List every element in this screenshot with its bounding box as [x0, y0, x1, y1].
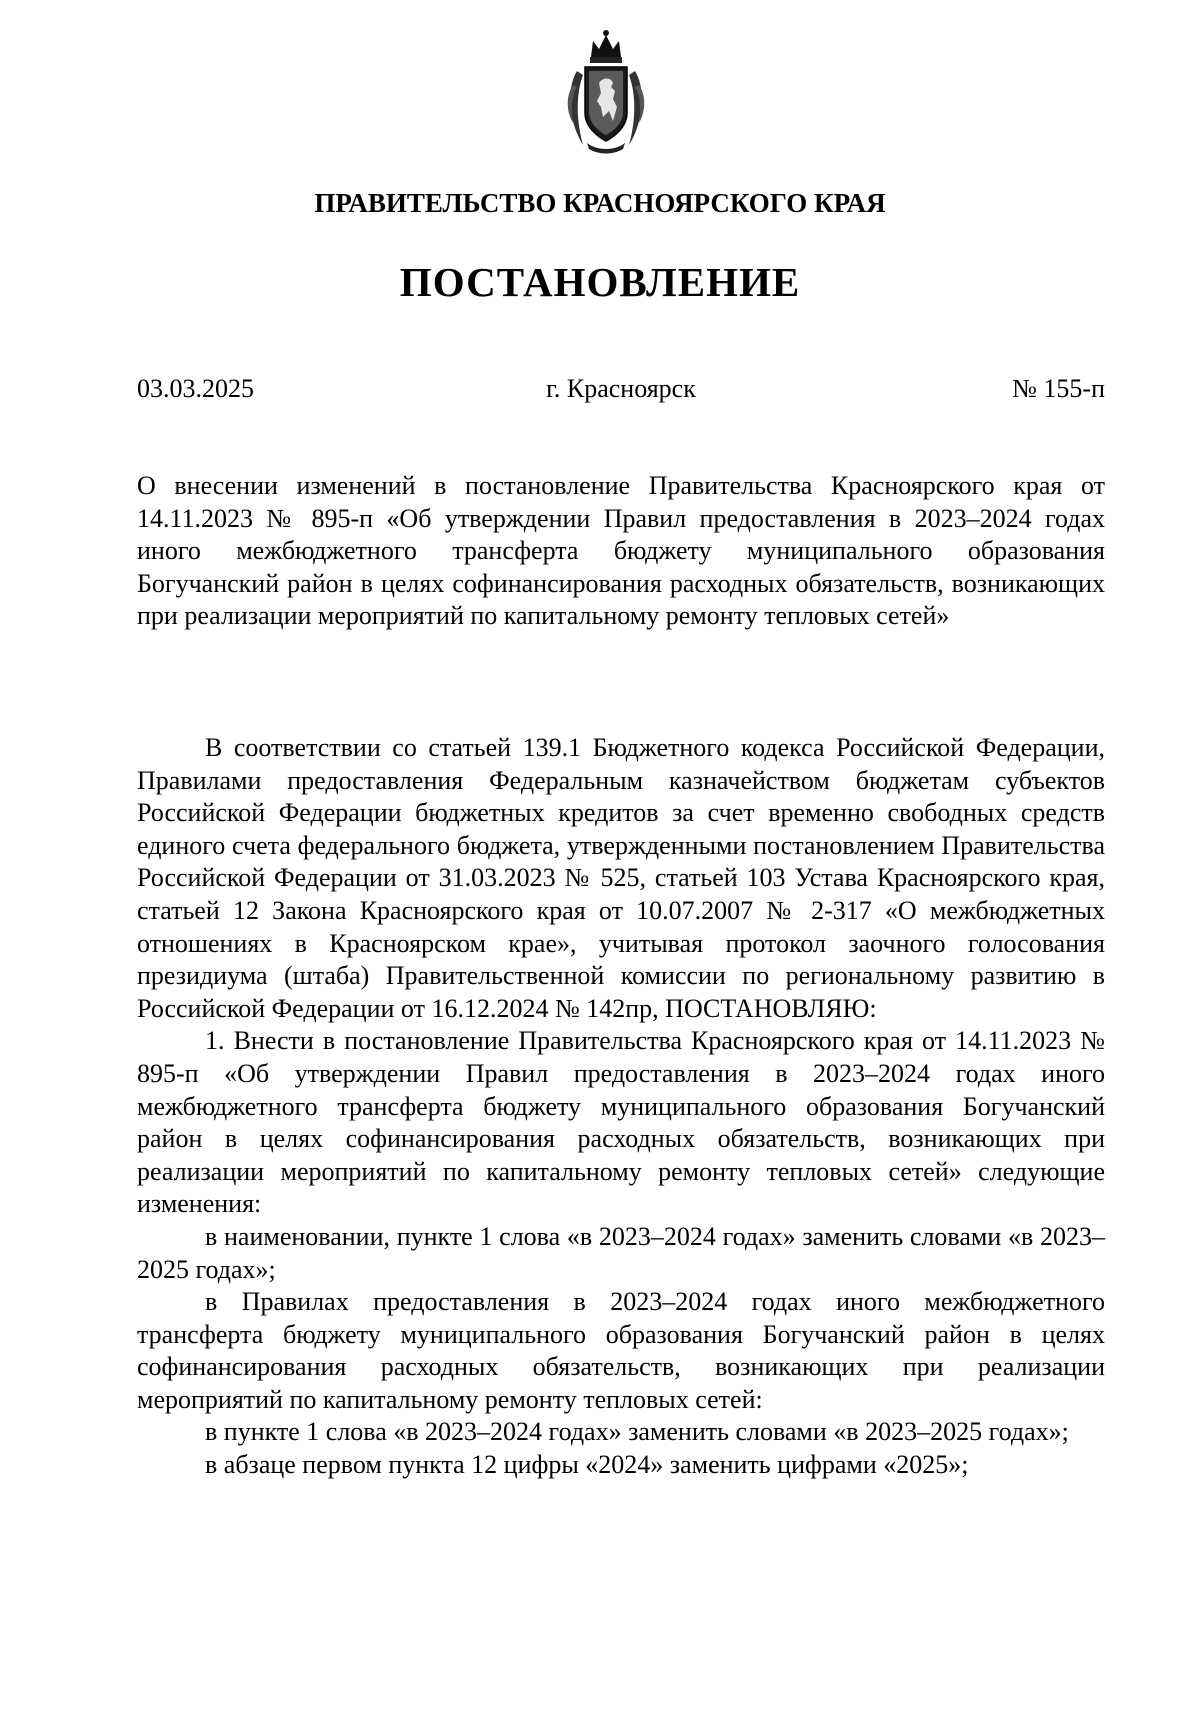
- coat-of-arms-emblem: [563, 27, 649, 157]
- document-number: № 155-п: [1012, 374, 1105, 403]
- document-title: О внесении изменений в постановление Правительства Красноярского края от 14.11.2023 № 895-п «Об утверждении Правил предоставления в 2023–2024 годах иного межбюджетного трансферта бюджету муниципального образования Богучанский район в целях софинансирования расходных обязательств, возникающих при реализации мероприятий по капитальному ремонту тепловых сетей»: [137, 471, 1105, 630]
- change-name-paragraph: в наименовании, пункте 1 слова «в 2023–2024 годах» заменить словами «в 2023–2025 годах»;: [137, 1221, 1105, 1284]
- change-point1-paragraph: в пункте 1 слова «в 2023–2024 годах» заменить словами «в 2023–2025 годах»;: [205, 1417, 1069, 1447]
- change-point12-paragraph: в абзаце первом пункта 12 цифры «2024» заменить цифрами «2025»;: [205, 1450, 969, 1480]
- preamble-paragraph: В соответствии со статьей 139.1 Бюджетного кодекса Российской Федерации, Правилами предоставления Федеральным казначейством бюджетам субъектов Российской Федерации бюджетных кредитов за счет временно свободных средств единого счета федерального бюджета, утвержденными постановлением Правительства Российской Федерации от 31.03.2023 № 525, статьей 103 Устава Красноярского края, статьей 12 Закона Красноярского края от 10.07.2007 № 2-317 «О межбюджетных отношениях в Красноярском крае», учитывая протокол заочного голосования президиума (штаба) Правительственной комиссии по региональному развитию в Российской Федерации от 16.12.2024 № 142пр, ПОСТАНОВЛЯЮ:: [137, 733, 1105, 1023]
- document-city: г. Красноярск: [546, 374, 696, 403]
- document-date: 03.03.2025: [137, 374, 254, 403]
- item-1-paragraph: 1. Внести в постановление Правительства Красноярского края от 14.11.2023 № 895-п «Об утверждении Правил предоставления в 2023–2024 годах иного межбюджетного трансферта бюджету муниципального образования Богучанский район в целях софинансирования расходных обязательств, возникающих при реализации мероприятий по капитальному ремонту тепловых сетей» следующие изменения:: [137, 1026, 1105, 1219]
- document-meta-row: [137, 374, 1105, 410]
- document-body: [137, 732, 1105, 1482]
- organization-name: ПРАВИТЕЛЬСТВО КРАСНОЯРСКОГО КРАЯ: [314, 188, 886, 218]
- change-rules-paragraph: в Правилах предоставления в 2023–2024 годах иного межбюджетного трансферта бюджету муниципального образования Богучанский район в целях софинансирования расходных обязательств, возникающих при реализации мероприятий по капитальному ремонту тепловых сетей:: [137, 1287, 1105, 1414]
- document-type-heading: ПОСТАНОВЛЕНИЕ: [399, 259, 801, 305]
